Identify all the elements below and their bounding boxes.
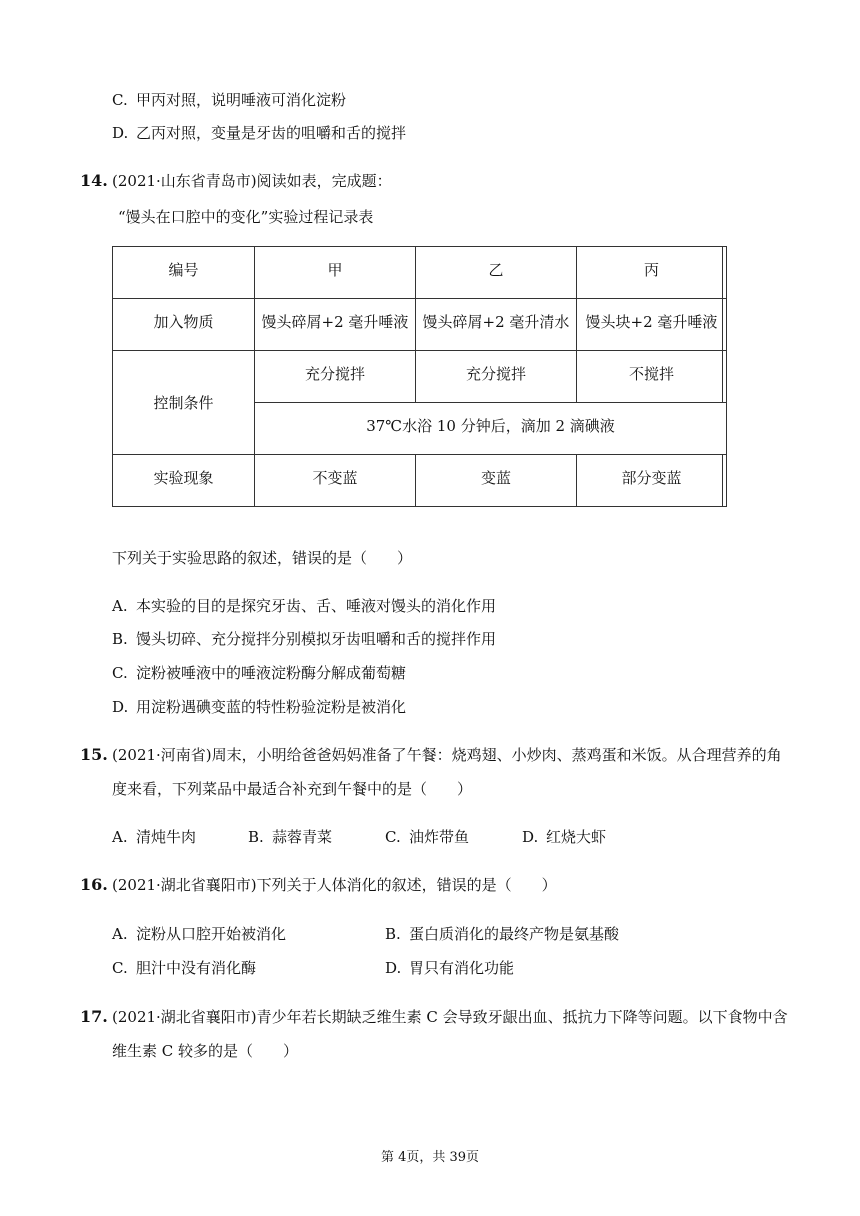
option-letter: A. <box>112 597 128 615</box>
question-14-option-d <box>112 697 406 717</box>
table-header-cell: 丙 <box>577 247 727 299</box>
question-17-stem-line1: (2021·湖北省襄阳市)青少年若长期缺乏维生素 C 会导致牙龈出血、抵抗力下降等问题。以下食物中含 <box>112 1008 788 1026</box>
table-cell: 馒头块+2 毫升唾液 <box>577 299 727 351</box>
question-16-stem: (2021·湖北省襄阳市)下列关于人体消化的叙述，错误的是（ ） <box>112 876 557 894</box>
table-cell: 实验现象 <box>113 455 255 507</box>
table-header-row <box>113 247 727 299</box>
option-letter: D. <box>112 124 129 142</box>
question-14-option-c <box>112 663 406 683</box>
question-17-stem-line2: 维生素 C 较多的是（ ） <box>112 1042 299 1060</box>
question-14-number: 14. <box>80 171 108 190</box>
table-double-border <box>722 454 723 506</box>
question-15-option-b <box>248 827 332 847</box>
table-cell: 变蓝 <box>416 455 577 507</box>
option-letter: A. <box>112 828 128 846</box>
option-text: 红烧大虾 <box>546 828 607 846</box>
table-header-cell: 乙 <box>416 247 577 299</box>
table-cell: 充分搅拌 <box>416 351 577 403</box>
table-cell-merged: 37℃水浴 10 分钟后，滴加 2 滴碘液 <box>255 403 727 455</box>
option-text: 乙丙对照，变量是牙齿的咀嚼和舌的搅拌 <box>136 124 407 142</box>
table-row-result <box>113 455 727 507</box>
option-letter: D. <box>522 828 539 846</box>
option-letter: A. <box>112 925 128 943</box>
option-letter: C. <box>112 959 128 977</box>
option-text: 油炸带鱼 <box>409 828 470 846</box>
question-16-option-b <box>385 924 619 944</box>
question-17-number: 17. <box>80 1007 108 1026</box>
table-cell: 加入物质 <box>113 299 255 351</box>
option-text: 本实验的目的是探究牙齿、舌、唾液对馒头的消化作用 <box>136 597 497 615</box>
option-text: 清炖牛肉 <box>136 828 197 846</box>
question-15-option-a <box>112 827 196 847</box>
table-row-control <box>113 351 727 403</box>
option-text: 蒜蓉青菜 <box>272 828 333 846</box>
table-header-cell: 编号 <box>113 247 255 299</box>
table-cell: 不搅拌 <box>577 351 727 403</box>
table-cell: 馒头碎屑+2 毫升唾液 <box>255 299 416 351</box>
table-cell: 部分变蓝 <box>577 455 727 507</box>
question-16-option-a <box>112 924 286 944</box>
option-text: 胃只有消化功能 <box>409 959 515 977</box>
option-letter: B. <box>112 630 128 648</box>
page-footer: 第 4页，共 39页 <box>380 1150 480 1165</box>
table-cell: 不变蓝 <box>255 455 416 507</box>
table-cell: 馒头碎屑+2 毫升清水 <box>416 299 577 351</box>
question-16-option-d <box>385 958 514 978</box>
table-cell-control-label: 控制条件 <box>113 351 255 455</box>
question-14-option-b <box>112 629 496 649</box>
question-15-option-c <box>385 827 469 847</box>
question-15-option-d <box>522 827 606 847</box>
option-letter: B. <box>385 925 401 943</box>
option-letter: C. <box>385 828 401 846</box>
table-header-cell: 甲 <box>255 247 416 299</box>
table-cell: 充分搅拌 <box>255 351 416 403</box>
option-letter: D. <box>385 959 402 977</box>
option-text: 用淀粉遇碘变蓝的特性粉验淀粉是被消化 <box>136 698 407 716</box>
question-15-stem-line2: 度来看，下列菜品中最适合补充到午餐中的是（ ） <box>112 780 473 798</box>
table-double-border <box>722 246 723 402</box>
question-14-prompt: 下列关于实验思路的叙述，错误的是（ ） <box>112 549 413 567</box>
question-15-stem-line1: (2021·河南省)周末，小明给爸爸妈妈准备了午餐：烧鸡翅、小炒肉、蒸鸡蛋和米饭。从合理营养的角 <box>112 746 782 764</box>
prev-option-c <box>112 90 346 110</box>
question-16-option-c <box>112 958 256 978</box>
option-letter: C. <box>112 91 128 109</box>
question-15-number: 15. <box>80 745 108 764</box>
table-caption: “馒头在口腔中的变化”实验过程记录表 <box>118 208 374 226</box>
question-14-option-a <box>112 596 496 616</box>
option-text: 淀粉从口腔开始被消化 <box>136 925 287 943</box>
option-text: 甲丙对照，说明唾液可消化淀粉 <box>136 91 347 109</box>
option-letter: B. <box>248 828 264 846</box>
experiment-table <box>112 246 727 507</box>
option-letter: D. <box>112 698 129 716</box>
question-16-number: 16. <box>80 875 108 894</box>
option-text: 淀粉被唾液中的唾液淀粉酶分解成葡萄糖 <box>136 664 407 682</box>
option-text: 馒头切碎、充分搅拌分别模拟牙齿咀嚼和舌的搅拌作用 <box>136 630 497 648</box>
option-text: 蛋白质消化的最终产物是氨基酸 <box>409 925 620 943</box>
option-letter: C. <box>112 664 128 682</box>
option-text: 胆汁中没有消化酶 <box>136 959 257 977</box>
prev-option-d <box>112 123 406 143</box>
question-14-stem: (2021·山东省青岛市)阅读如表，完成题： <box>112 172 392 190</box>
table-row-material <box>113 299 727 351</box>
